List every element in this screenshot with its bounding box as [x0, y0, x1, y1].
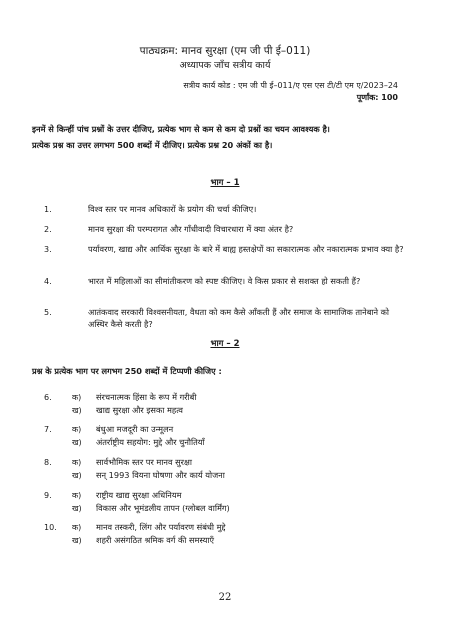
question-number: 3. [44, 245, 52, 254]
question-number: 4. [44, 277, 52, 286]
sub-question-text: खाद्य सुरक्षा और इसका महत्व [96, 405, 183, 415]
sub-question-text: बंधुआ मजदूरी का उन्मूलन [96, 424, 174, 434]
sub-question-label: ख) [72, 471, 82, 480]
assignment-code: सत्रीय कार्य कोड : एम जी पी ई–011/ए एस एस टी/टी एम ए/2023–24 [183, 81, 398, 90]
sub-question-text: सन् 1993 वियना घोषणा और कार्य योजना [96, 470, 225, 480]
question-number: 5. [44, 308, 52, 317]
sub-question-text: विकास और भूमंडलीय तापन (ग्लोबल वार्मिंग) [96, 503, 230, 513]
page-number: 22 [218, 592, 232, 603]
sub-question-label: ख) [72, 536, 82, 545]
sub-question-label: क) [72, 491, 82, 500]
sub-question-text: सार्वभौमिक स्तर पर मानव सुरक्षा [96, 457, 192, 467]
question-text: पर्यावरण, खाद्य और आर्थिक सुरक्षा के बारे में बाह्य हस्तक्षेपों का सकारात्मक और नकारात्मक प्रभाव क्या है? [88, 244, 404, 254]
sub-question-text: अंतर्राष्ट्रीय सहयोग: मुद्दे और चुनौतियाँ [96, 437, 205, 447]
question-number: 7. [44, 425, 52, 434]
question-number: 2. [44, 225, 52, 234]
sub-question-label: क) [72, 458, 82, 467]
part-1-heading: भाग – 1 [210, 178, 240, 188]
question-text: मानव सुरक्षा की परम्परागत और गाँधीवादी विचारधारा में क्या अंतर है? [88, 224, 294, 234]
sub-question-label: ख) [72, 406, 82, 415]
question-number: 8. [44, 458, 52, 467]
sub-question-text: संरचनात्मक हिंसा के रूप में गरीबी [96, 392, 197, 402]
sub-question-text: मानव तस्करी, लिंग और पर्यावरण संबंधी मुद्दे [96, 522, 226, 532]
question-number: 1. [44, 205, 52, 214]
sub-question-label: ख) [72, 438, 82, 447]
document-subtitle: अध्यापक जाँच सत्रीय कार्य [179, 60, 271, 71]
sub-question-label: ख) [72, 504, 82, 513]
part-2-heading: भाग – 2 [210, 339, 240, 349]
max-marks: पूर्णांक: 100 [356, 93, 398, 102]
question-text: विश्व स्तर पर मानव अधिकारों के प्रयोग की चर्चा कीजिए। [88, 204, 257, 214]
question-text: आतंकवाद सरकारी विश्वसनीयता, वैधता को कम कैसे आँकती हैं और समाज के सामाजिक तानेबाने को अस्थिर कैसे करती है? [88, 307, 390, 329]
sub-question-text: शहरी असंगठित श्रमिक वर्ग की समस्याएँ [96, 535, 215, 545]
question-number: 9. [44, 491, 52, 500]
sub-question-label: क) [72, 425, 82, 434]
sub-question-label: क) [72, 393, 82, 402]
sub-question-label: क) [72, 523, 82, 532]
sub-question-text: राष्ट्रीय खाद्य सुरक्षा अधिनियम [96, 490, 182, 500]
question-number: 6. [44, 393, 52, 402]
instruction-line-1: इनमें से किन्हीं पांच प्रश्नों के उत्तर दीजिए, प्रत्येक भाग से कम से कम दो प्रश्नों का चयन आवश्यक है। [32, 124, 330, 134]
instruction-line-2: प्रत्येक प्रश्न का उत्तर लगभग 500 शब्दों में दीजिए। प्रत्येक प्रश्न 20 अंकों का है। [32, 140, 273, 150]
part-2-instruction: प्रश्न के प्रत्येक भाग पर लगभग 250 शब्दों में टिप्पणी कीजिए : [32, 366, 222, 376]
question-text: भारत में महिलाओं का सीमांतीकरण को स्पष्ट कीजिए। वे किस प्रकार से सशक्त हो सकती हैं? [88, 276, 361, 286]
course-title: पाठ्यक्रम: मानव सुरक्षा (एम जी पी ई–011) [139, 45, 311, 57]
question-number: 10. [44, 523, 57, 532]
